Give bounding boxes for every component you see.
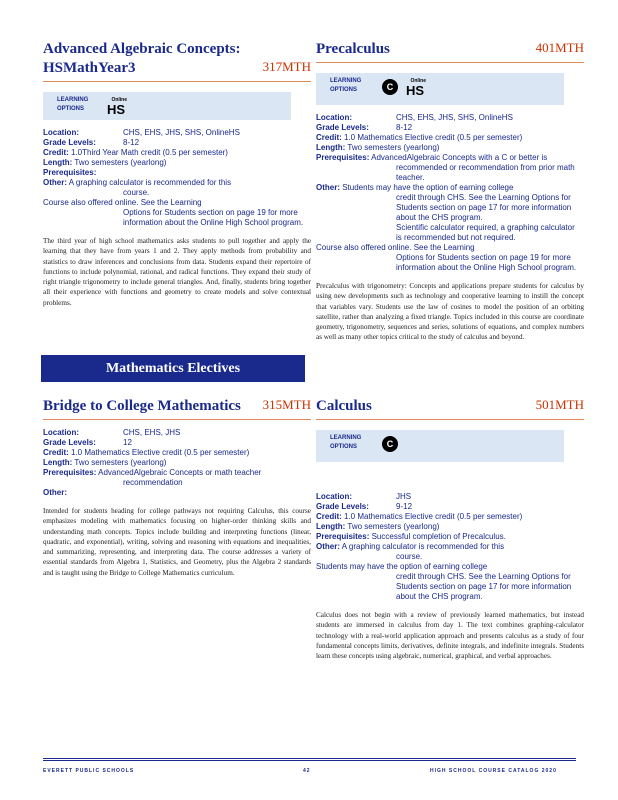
divider: [316, 419, 584, 420]
divider: [43, 419, 311, 420]
course-calculus: [316, 397, 584, 661]
course-code: 317MTH: [262, 59, 311, 74]
footer-rule: [43, 760, 576, 761]
footer-left: EVERETT PUBLIC SCHOOLS: [43, 768, 135, 774]
course-info: Location: JHS Grade Levels: 9-12 Credit: 1.0 Mathematics Elective credit (0.5 per semester) Length: Two semesters (yearlong) Prerequisites: Successful completion of Precalculus. Other: A graphing calculator is recommended for this course. Students may have the option of earning college credit through CHS. See the Learning Options for Students section on page 17 for more information about the CHS program.: [316, 492, 572, 601]
course-title: Advanced Algebraic Concepts: HSMathYear3 317MTH: [43, 41, 311, 76]
learning-options-box: [316, 430, 564, 462]
learning-options-box: [43, 92, 291, 120]
course-title: Calculus 501MTH: [316, 397, 584, 414]
course-code: 315MTH: [262, 397, 311, 412]
learning-options-label: LEARNING OPTIONS: [330, 435, 362, 450]
section-banner: Mathematics Electives: [41, 355, 305, 382]
course-title: Precalculus 401MTH: [316, 40, 584, 57]
course-description: The third year of high school mathematics asks students to pull together and apply the learning that they have from years 1 and 2. They apply methods from probability and statistics to draw inferences and conclusions from data. Students expand their repertoire of functions to include polynomial, rational, and radical functions. They expand their study of right triangle trigonometry to include general triangles. And, finally, students bring together all their experience with functions and geometry to create models and solve contextual problems.: [43, 237, 311, 307]
online-hs-icon: Online HS: [406, 78, 426, 98]
chs-icon: C: [382, 436, 398, 452]
divider: [43, 81, 311, 82]
course-description: Intended for students heading for college pathways not requiring Calculus, this course emphasizes modeling with mathematics focusing on higher-order thinking skills and understanding math concepts. Topics include building and interpreting functions (linear, quadratic, and exponential), writing, solving and reasoning with equations and inequalities, and summarizing, representing, and interpreting data. The course addresses a variety of essential standards from Algebra 1, Statistics, and Geometry, plus the Algebra 2 standards and is taught using the Bridge to College Mathematics curriculum.: [43, 507, 311, 577]
footer-rule: [43, 758, 576, 759]
learning-options-box: [316, 73, 564, 105]
course-description: Precalculus with trigonometry: Concepts and applications prepare students for calculus by using new developments such as technology and cooperative learning to instill the concept that variables vary. Students use the law of cosines to model the position of an orbiting satellite, rather than analyzing a fixed triangle. Topics included in this course are coordinate geometry, trigonometry, sequences and series, solutions of equations, and complex numbers as well as many other topics critical to the study of calculus and beyond.: [316, 282, 584, 342]
chs-icon: C: [382, 79, 398, 95]
online-hs-icon: Online HS: [107, 97, 127, 117]
course-advanced-algebraic-concepts: [43, 40, 311, 308]
course-precalculus: [316, 40, 584, 343]
course-code: 501MTH: [535, 397, 584, 412]
footer-right: HIGH SCHOOL COURSE CATALOG 2020: [430, 768, 557, 774]
course-description: Calculus does not begin with a review of previously learned mathematics, but instead students are immersed in calculus from day 1. The text combines graphing-calculator technology with a real-world application approach and presents calculus as a study of four fundamental concepts limits, derivatives, definite integrals, and indefinite integrals. Students learn these concepts using algebraic, numerical, graphical, and verbal approaches.: [316, 611, 584, 661]
page-number: 42: [303, 768, 311, 774]
course-info: Location: CHS, EHS, JHS, SHS, OnlineHS Grade Levels: 8-12 Credit: 1.0 Mathematics Elective credit (0.5 per semester) Length: Two semesters (yearlong) Prerequisites: AdvancedAlgebraic Concepts with a C or better is recommended or recommendation from prior math teacher. Other: Students may have the option of earning college credit through CHS. See the Learning Options for Students section on page 17 for more information about the CHS program. Scientific calculator required, a graphing calculator is recommended but not required. Course also offered online. See the Learning Options for Students section on page 19 for more information about the Online High School program.: [316, 113, 577, 272]
divider: [316, 62, 584, 63]
course-code: 401MTH: [535, 40, 584, 55]
course-info: Location: CHS, EHS, JHS, SHS, OnlineHS Grade Levels: 8-12 Credit: 1.0Third Year Math credit (0.5 per semester) Length: Two semesters (yearlong) Prerequisites: Other: A graphing calculator is recommended for this course. Course also offered online. See the Learning Options for Students section on page 19 for more information about the Online High School program.: [43, 128, 304, 227]
course-info: Location: CHS, EHS, JHS Grade Levels: 12 Credit: 1.0 Mathematics Elective credit (0.5 per semester) Length: Two semesters (yearlong) Prerequisites: AdvancedAlgebraic Concepts or math teacher recommendation Other:: [43, 428, 262, 497]
learning-options-label: LEARNING OPTIONS: [57, 97, 89, 112]
course-bridge-to-college-math: [43, 397, 311, 578]
course-title: Bridge to College Mathematics 315MTH: [43, 397, 311, 414]
learning-options-label: LEARNING OPTIONS: [330, 78, 362, 93]
